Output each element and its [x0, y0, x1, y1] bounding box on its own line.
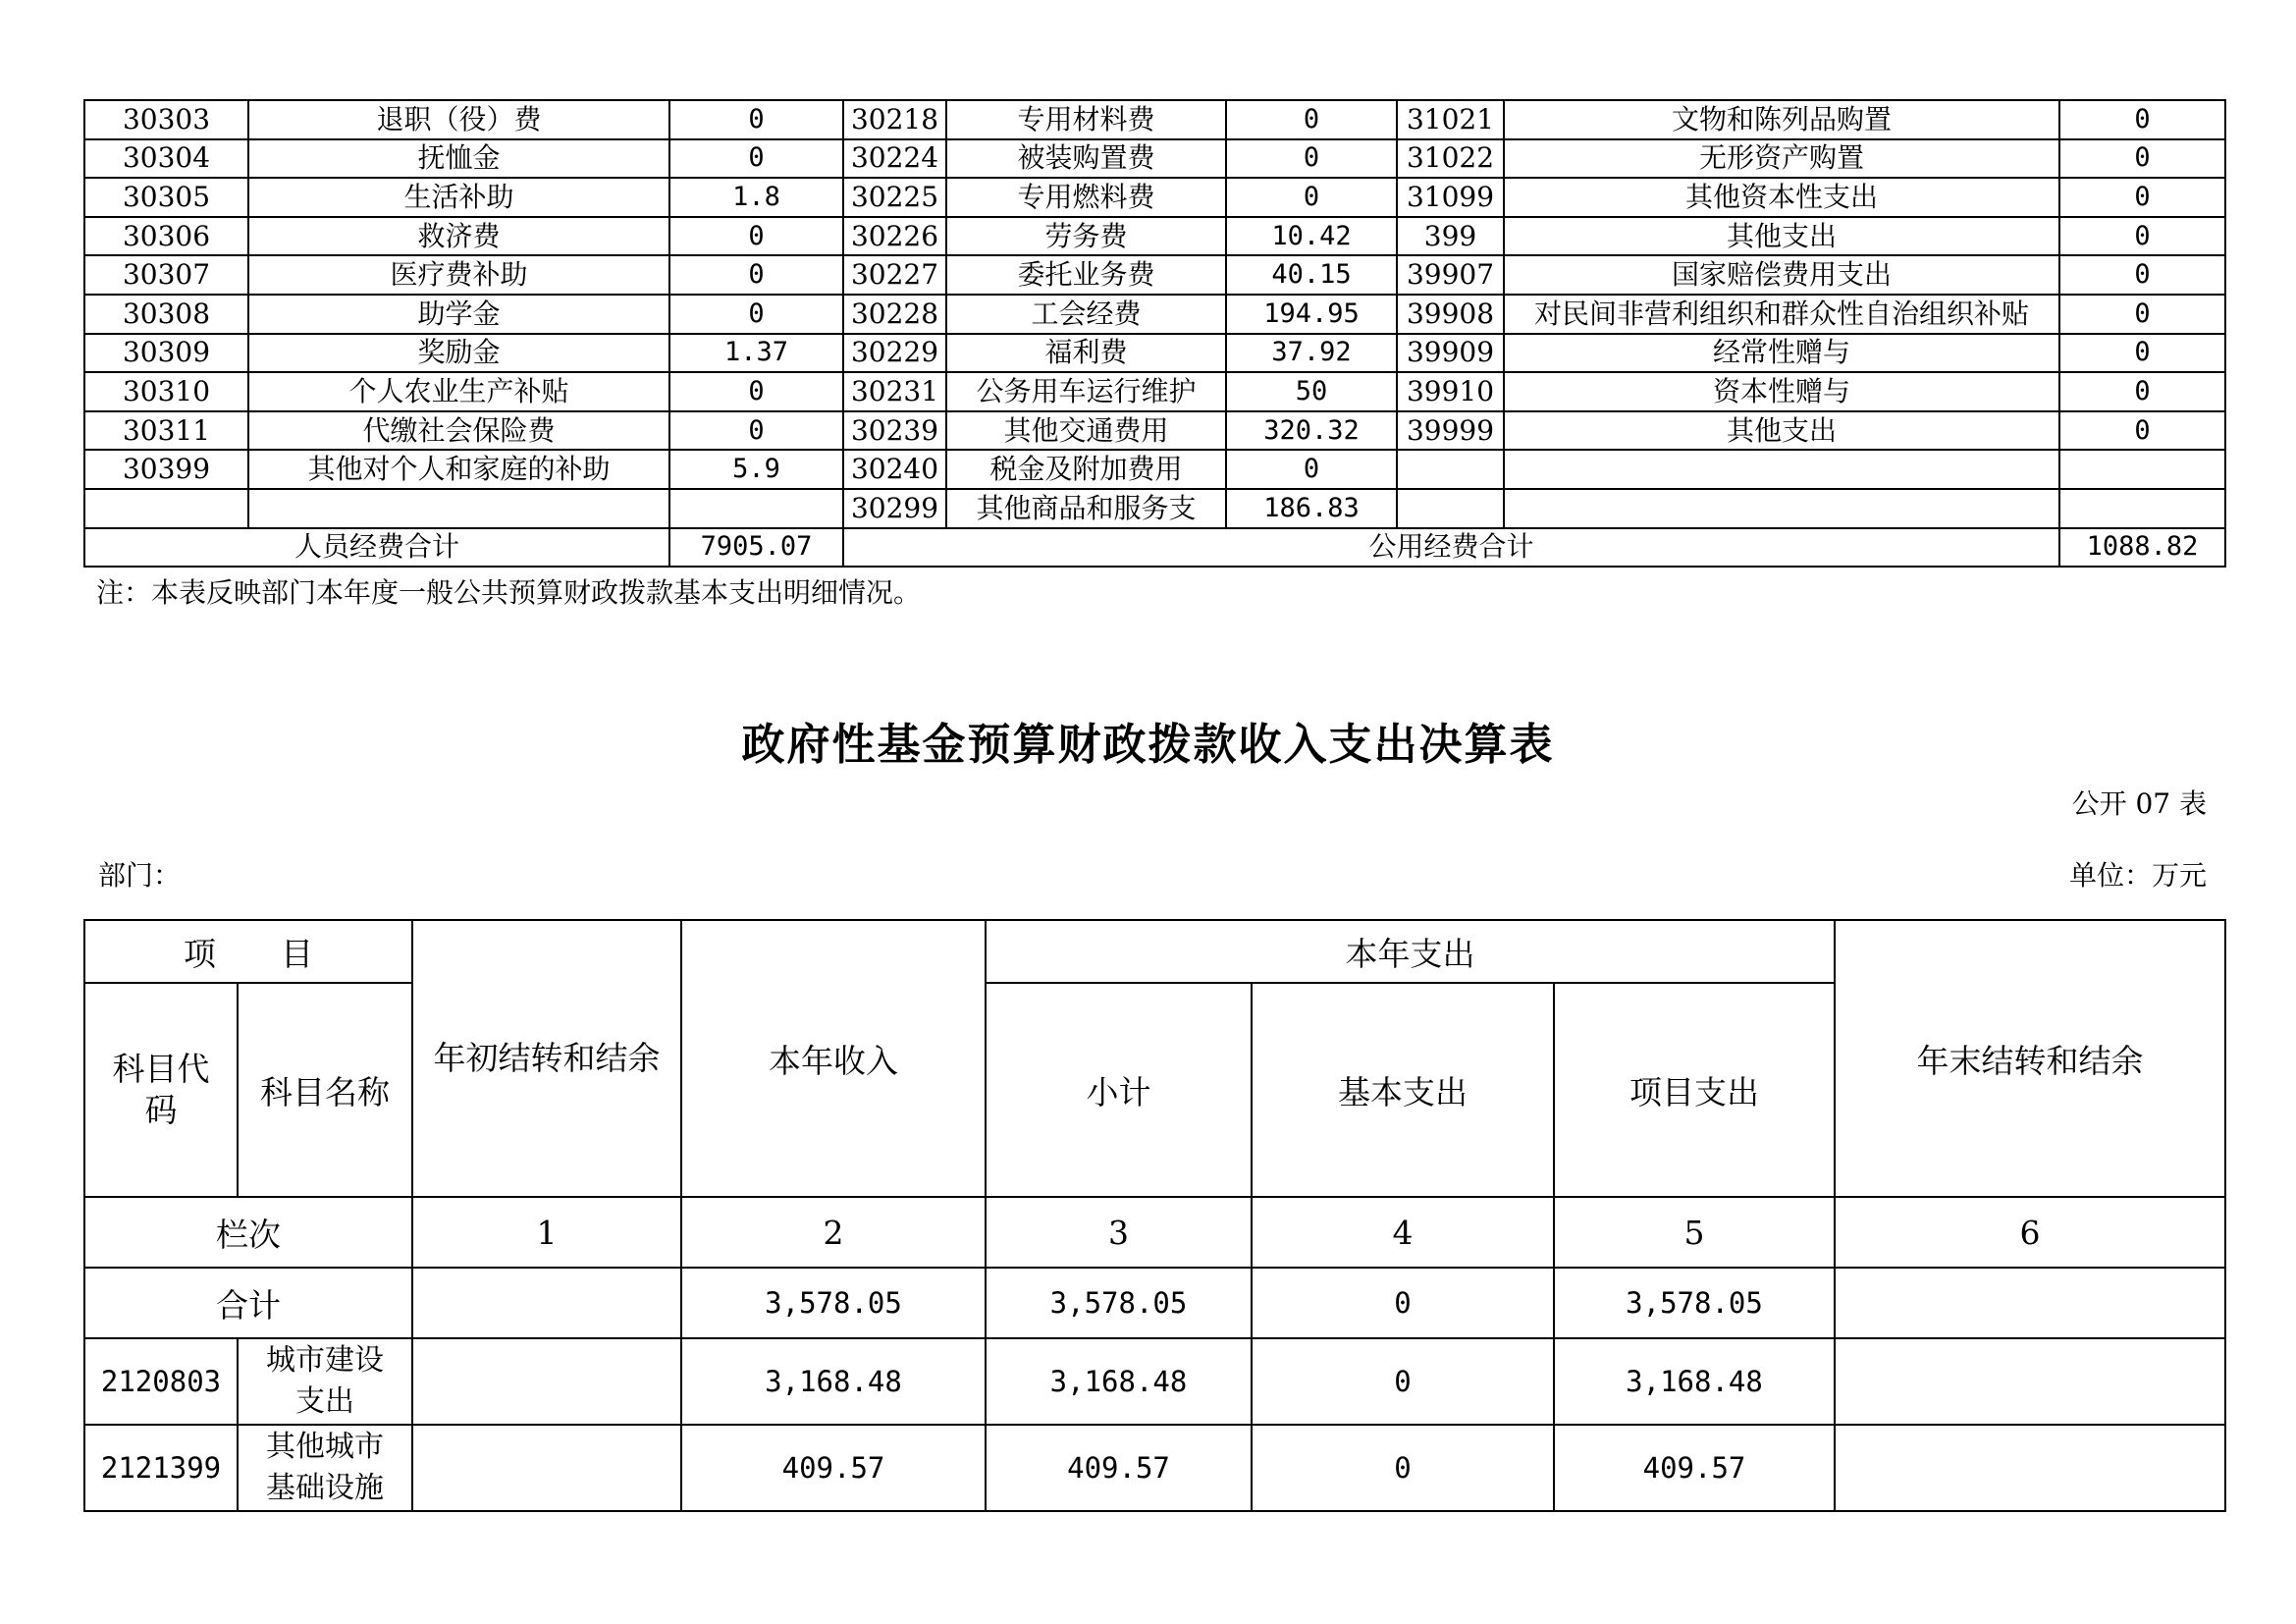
expense-amount [669, 489, 843, 528]
column-index: 2 [681, 1197, 986, 1268]
expense-amount: 5.9 [669, 450, 843, 489]
total-basic: 0 [1252, 1268, 1554, 1338]
total-end-balance [1835, 1268, 2225, 1338]
expense-name: 福利费 [946, 334, 1226, 373]
expense-name: 其他资本性支出 [1504, 178, 2059, 217]
column-index-row [84, 1197, 2225, 1268]
header-item: 项 目 [84, 920, 412, 983]
basic-expense-detail-body [84, 100, 2225, 528]
expense-code: 30399 [84, 450, 248, 489]
column-index: 6 [1835, 1197, 2225, 1268]
expense-code: 30227 [843, 255, 946, 295]
total-subtotal: 3,578.05 [986, 1268, 1252, 1338]
expense-code: 30224 [843, 139, 946, 179]
header-end-balance: 年末结转和结余 [1835, 920, 2225, 1197]
table-row [84, 1425, 2225, 1511]
expense-code: 30218 [843, 100, 946, 139]
expense-code: 30305 [84, 178, 248, 217]
expense-amount: 0 [2059, 372, 2225, 411]
expense-name: 委托业务费 [946, 255, 1226, 295]
total-project: 3,578.05 [1554, 1268, 1835, 1338]
expense-name: 助学金 [248, 295, 669, 334]
header-basic: 基本支出 [1252, 983, 1554, 1197]
expense-code: 30304 [84, 139, 248, 179]
expense-name: 生活补助 [248, 178, 669, 217]
expense-code: 39910 [1397, 372, 1504, 411]
expense-amount: 10.42 [1226, 217, 1397, 256]
table-row [84, 372, 2225, 411]
expense-amount: 0 [1226, 100, 1397, 139]
table-row [84, 489, 2225, 528]
expense-code: 31022 [1397, 139, 1504, 179]
row-name: 城市建设支出 [238, 1338, 412, 1425]
expense-amount [2059, 489, 2225, 528]
table-row [84, 334, 2225, 373]
expense-name [248, 489, 669, 528]
expense-amount: 0 [2059, 255, 2225, 295]
expense-name: 专用材料费 [946, 100, 1226, 139]
table-row [84, 450, 2225, 489]
table-row [84, 178, 2225, 217]
row-begin-balance [412, 1338, 681, 1425]
expense-amount: 0 [669, 217, 843, 256]
expense-name: 个人农业生产补贴 [248, 372, 669, 411]
expense-amount: 0 [2059, 217, 2225, 256]
expense-code: 39909 [1397, 334, 1504, 373]
expense-amount: 40.15 [1226, 255, 1397, 295]
department-label: 部门： [98, 859, 182, 892]
row-end-balance [1835, 1425, 2225, 1511]
expense-amount [2059, 450, 2225, 489]
row-end-balance [1835, 1338, 2225, 1425]
expense-name: 抚恤金 [248, 139, 669, 179]
header-income: 本年收入 [681, 920, 986, 1197]
total-income: 3,578.05 [681, 1268, 986, 1338]
expense-code: 30239 [843, 411, 946, 451]
expense-amount: 37.92 [1226, 334, 1397, 373]
expense-name: 经常性赠与 [1504, 334, 2059, 373]
expense-amount: 1.37 [669, 334, 843, 373]
column-index: 3 [986, 1197, 1252, 1268]
header-name: 科目名称 [238, 983, 412, 1197]
expense-amount: 0 [2059, 295, 2225, 334]
expense-code: 30225 [843, 178, 946, 217]
expense-amount: 0 [669, 255, 843, 295]
expense-name: 救济费 [248, 217, 669, 256]
table-row [84, 100, 2225, 139]
expense-amount: 0 [2059, 139, 2225, 179]
expense-amount: 0 [1226, 139, 1397, 179]
row-name: 其他城市基础设施 [238, 1425, 412, 1511]
expense-amount: 0 [669, 295, 843, 334]
expense-amount: 50 [1226, 372, 1397, 411]
expense-code: 31021 [1397, 100, 1504, 139]
row-income: 3,168.48 [681, 1338, 986, 1425]
header-row-1 [84, 920, 2225, 983]
expense-code: 30311 [84, 411, 248, 451]
expense-name: 文物和陈列品购置 [1504, 100, 2059, 139]
expense-code: 30310 [84, 372, 248, 411]
row-project: 3,168.48 [1554, 1338, 1835, 1425]
expense-amount: 0 [669, 372, 843, 411]
expense-name: 其他支出 [1504, 411, 2059, 451]
expense-name: 专用燃料费 [946, 178, 1226, 217]
expense-name: 医疗费补助 [248, 255, 669, 295]
total-label: 合计 [84, 1268, 412, 1338]
expense-code [1397, 450, 1504, 489]
expense-code [84, 489, 248, 528]
expense-amount: 0 [669, 411, 843, 451]
expense-code: 30299 [843, 489, 946, 528]
row-code: 2120803 [84, 1338, 238, 1425]
expense-amount: 0 [2059, 334, 2225, 373]
expense-name: 无形资产购置 [1504, 139, 2059, 179]
expense-code: 399 [1397, 217, 1504, 256]
table-row [84, 295, 2225, 334]
expense-name: 税金及附加费用 [946, 450, 1226, 489]
expense-code: 30308 [84, 295, 248, 334]
expense-name: 国家赔偿费用支出 [1504, 255, 2059, 295]
expense-amount: 0 [1226, 450, 1397, 489]
table-row [84, 1338, 2225, 1425]
header-expense: 本年支出 [986, 920, 1835, 983]
personnel-total-value: 7905.07 [669, 528, 843, 568]
expense-code: 30228 [843, 295, 946, 334]
header-begin-balance: 年初结转和结余 [412, 920, 681, 1197]
form-number: 公开 07 表 [2071, 787, 2207, 820]
expense-name: 其他对个人和家庭的补助 [248, 450, 669, 489]
page-title: 政府性基金预算财政拨款收入支出决算表 [741, 720, 1555, 770]
expense-name [1504, 450, 2059, 489]
header-project: 项目支出 [1554, 983, 1835, 1197]
column-index: 5 [1554, 1197, 1835, 1268]
expense-code: 30303 [84, 100, 248, 139]
row-project: 409.57 [1554, 1425, 1835, 1511]
table-row [84, 411, 2225, 451]
expense-code: 30231 [843, 372, 946, 411]
public-total-value: 1088.82 [2059, 528, 2225, 568]
table-row [84, 255, 2225, 295]
expense-name: 代缴社会保险费 [248, 411, 669, 451]
expense-name [1504, 489, 2059, 528]
row-begin-balance [412, 1425, 681, 1511]
expense-code: 30229 [843, 334, 946, 373]
expense-code: 31099 [1397, 178, 1504, 217]
row-income: 409.57 [681, 1425, 986, 1511]
expense-amount: 320.32 [1226, 411, 1397, 451]
row-subtotal: 409.57 [986, 1425, 1252, 1511]
expense-code: 30306 [84, 217, 248, 256]
expense-amount: 0 [1226, 178, 1397, 217]
row-basic: 0 [1252, 1338, 1554, 1425]
expense-name: 被装购置费 [946, 139, 1226, 179]
table-note: 注：本表反映部门本年度一般公共预算财政拨款基本支出明细情况。 [96, 576, 922, 609]
expense-totals-row [84, 528, 2225, 568]
row-basic: 0 [1252, 1425, 1554, 1511]
expense-name: 公务用车运行维护 [946, 372, 1226, 411]
personnel-total-label: 人员经费合计 [84, 528, 669, 568]
table-row [84, 217, 2225, 256]
expense-name: 其他商品和服务支 [946, 489, 1226, 528]
expense-code: 30307 [84, 255, 248, 295]
expense-name: 奖励金 [248, 334, 669, 373]
public-total-label: 公用经费合计 [843, 528, 2059, 568]
row-subtotal: 3,168.48 [986, 1338, 1252, 1425]
unit-label: 单位：万元 [2068, 859, 2207, 892]
expense-code: 30240 [843, 450, 946, 489]
expense-amount: 0 [669, 139, 843, 179]
expense-code: 39908 [1397, 295, 1504, 334]
column-index: 1 [412, 1197, 681, 1268]
expense-name: 退职（役）费 [248, 100, 669, 139]
expense-amount: 186.83 [1226, 489, 1397, 528]
column-index: 4 [1252, 1197, 1554, 1268]
total-row [84, 1268, 2225, 1338]
expense-amount: 0 [2059, 178, 2225, 217]
expense-amount: 0 [2059, 100, 2225, 139]
column-index-label: 栏次 [84, 1197, 412, 1268]
expense-code: 30309 [84, 334, 248, 373]
expense-code [1397, 489, 1504, 528]
expense-name: 对民间非营利组织和群众性自治组织补贴 [1504, 295, 2059, 334]
expense-code: 39907 [1397, 255, 1504, 295]
expense-name: 其他交通费用 [946, 411, 1226, 451]
expense-amount: 1.8 [669, 178, 843, 217]
expense-amount: 0 [2059, 411, 2225, 451]
total-begin-balance [412, 1268, 681, 1338]
header-subtotal: 小计 [986, 983, 1252, 1197]
expense-name: 其他支出 [1504, 217, 2059, 256]
expense-name: 资本性赠与 [1504, 372, 2059, 411]
expense-code: 30226 [843, 217, 946, 256]
table-row [84, 139, 2225, 179]
expense-amount: 0 [669, 100, 843, 139]
header-code: 科目代码 [84, 983, 238, 1197]
row-code: 2121399 [84, 1425, 238, 1511]
basic-expense-detail-table [83, 99, 2226, 568]
expense-amount: 194.95 [1226, 295, 1397, 334]
expense-name: 劳务费 [946, 217, 1226, 256]
expense-name: 工会经费 [946, 295, 1226, 334]
expense-code: 39999 [1397, 411, 1504, 451]
government-fund-table [83, 919, 2226, 1512]
